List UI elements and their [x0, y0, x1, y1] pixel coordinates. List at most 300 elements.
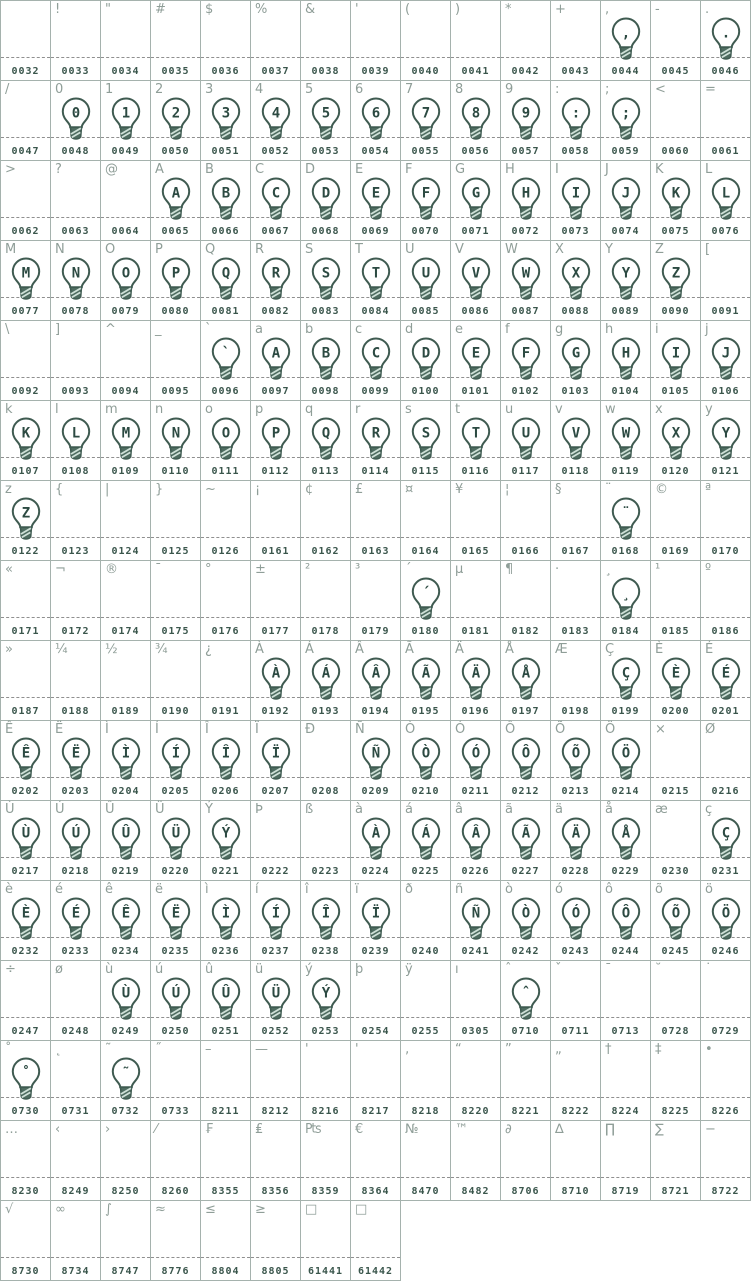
glyph-cell-0107 — [1, 401, 51, 481]
baseline-rule — [51, 1177, 100, 1178]
glyph-cell-8734 — [51, 1201, 101, 1281]
bulb-character: . — [721, 25, 730, 42]
bulb-character: V — [571, 425, 580, 442]
character-label: Â — [355, 642, 364, 657]
character-label: W — [505, 242, 518, 257]
character-label: ⁄ — [155, 1122, 158, 1137]
character-label: O — [105, 242, 116, 257]
glyph-row — [1, 641, 751, 721]
glyph-cell-0220 — [151, 801, 201, 881]
code-label: 0045 — [661, 66, 690, 77]
character-label: · — [555, 562, 560, 577]
code-label: 0242 — [511, 946, 540, 957]
code-label: 8250 — [111, 1186, 140, 1197]
glyph-cell-8221 — [501, 1041, 551, 1121]
lightbulb-icon — [608, 97, 644, 141]
glyph-cell-8776 — [151, 1201, 201, 1281]
lightbulb-icon — [208, 897, 244, 941]
character-label: \ — [5, 322, 10, 337]
bulb-character: Ã — [521, 825, 530, 842]
character-label: d — [405, 322, 414, 337]
lightbulb-icon — [258, 657, 294, 701]
glyph-cell-0086 — [451, 241, 501, 321]
baseline-rule — [651, 1177, 700, 1178]
glyph-cell-0176 — [201, 561, 251, 641]
bulb-character: Ç — [621, 665, 630, 682]
glyph-cell-8356 — [251, 1121, 301, 1201]
code-label: 0052 — [261, 146, 290, 157]
code-label: 0219 — [111, 866, 140, 877]
character-label: Ú — [55, 802, 65, 817]
code-label: 8249 — [61, 1186, 90, 1197]
character-label: / — [5, 82, 10, 97]
bulb-character: Í — [171, 745, 180, 762]
character-label: A — [155, 162, 164, 177]
lightbulb-icon — [208, 817, 244, 861]
glyph-cell-0044 — [601, 1, 651, 81]
glyph-cell-0115 — [401, 401, 451, 481]
glyph-cell-8722 — [701, 1121, 751, 1201]
code-label: 0071 — [461, 226, 490, 237]
glyph-cell-0209 — [351, 721, 401, 801]
glyph-cell-8212 — [251, 1041, 301, 1121]
code-label: 0190 — [161, 706, 190, 717]
baseline-rule — [101, 57, 150, 58]
baseline-rule — [151, 1177, 200, 1178]
character-label: º — [705, 562, 712, 577]
lightbulb-icon — [558, 817, 594, 861]
lightbulb-icon — [558, 417, 594, 461]
glyph-row — [1, 881, 751, 961]
character-label: h — [605, 322, 614, 337]
code-label: 0239 — [361, 946, 390, 957]
glyph-cell-0054 — [351, 81, 401, 161]
code-label: 0222 — [261, 866, 290, 877]
glyph-cell-0171 — [1, 561, 51, 641]
code-label: 0241 — [461, 946, 490, 957]
glyph-cell-0234 — [101, 881, 151, 961]
baseline-rule — [301, 57, 350, 58]
glyph-cell-0037 — [251, 1, 301, 81]
character-label: ± — [255, 562, 266, 577]
character-label: Ð — [305, 722, 316, 737]
glyph-cell-0248 — [51, 961, 101, 1041]
bulb-character: É — [71, 905, 80, 922]
character-label: ” — [505, 1042, 512, 1057]
character-label: ² — [305, 562, 311, 577]
lightbulb-icon — [608, 897, 644, 941]
code-label: 0231 — [711, 866, 740, 877]
glyph-cell-8470 — [401, 1121, 451, 1201]
glyph-cell-0118 — [551, 401, 601, 481]
glyph-cell-0161 — [251, 481, 301, 561]
glyph-row — [1, 561, 751, 641]
code-label: 0248 — [61, 1026, 90, 1037]
code-label: 0049 — [111, 146, 140, 157]
character-label: ‡ — [655, 1042, 662, 1057]
character-label: ¼ — [55, 642, 68, 657]
glyph-cell-0216 — [701, 721, 751, 801]
bulb-character: Ù — [121, 985, 130, 1002]
bulb-character: I — [571, 185, 580, 202]
glyph-cell-0092 — [1, 321, 51, 401]
character-label: 6 — [355, 82, 364, 97]
baseline-rule — [51, 1017, 100, 1018]
code-label: 0102 — [511, 386, 540, 397]
code-label: 0732 — [111, 1106, 140, 1117]
bulb-character: Î — [321, 905, 330, 922]
character-label: w — [605, 402, 616, 417]
code-label: 0099 — [361, 386, 390, 397]
character-label: r — [355, 402, 361, 417]
bulb-character: Ä — [571, 825, 580, 842]
baseline-rule — [501, 617, 550, 618]
glyph-cell-0033 — [51, 1, 101, 81]
lightbulb-icon — [508, 817, 544, 861]
bulb-character: Ö — [721, 905, 730, 922]
glyph-cell-0169 — [651, 481, 701, 561]
code-label: 0114 — [361, 466, 390, 477]
code-label: 0162 — [311, 546, 340, 557]
glyph-cell-0165 — [451, 481, 501, 561]
lightbulb-icon — [358, 737, 394, 781]
lightbulb-icon — [258, 897, 294, 941]
glyph-cell-0051 — [201, 81, 251, 161]
code-label: 0713 — [611, 1026, 640, 1037]
glyph-cell-0125 — [151, 481, 201, 561]
lightbulb-icon — [458, 737, 494, 781]
lightbulb-icon — [458, 257, 494, 301]
glyph-row — [1, 1041, 751, 1121]
baseline-rule — [51, 697, 100, 698]
character-label: " — [105, 2, 111, 17]
character-label: ¥ — [455, 482, 464, 497]
baseline-rule — [701, 537, 750, 538]
code-label: 0098 — [311, 386, 340, 397]
glyph-cell-8217 — [351, 1041, 401, 1121]
bulb-character: Ó — [471, 745, 480, 762]
lightbulb-icon — [408, 257, 444, 301]
glyph-cell-0222 — [251, 801, 301, 881]
glyph-cell-0206 — [201, 721, 251, 801]
lightbulb-icon — [708, 817, 744, 861]
glyph-cell-0247 — [1, 961, 51, 1041]
glyph-cell-0177 — [251, 561, 301, 641]
lightbulb-icon — [708, 417, 744, 461]
bulb-character: Á — [421, 825, 430, 842]
bulb-character: Î — [221, 745, 230, 762]
bulb-character: Ñ — [471, 905, 480, 922]
glyph-cell-0034 — [101, 1, 151, 81]
glyph-row — [1, 321, 751, 401]
glyph-cell-0066 — [201, 161, 251, 241]
bulb-character: H — [521, 185, 530, 202]
baseline-rule — [651, 137, 700, 138]
glyph-cell-0098 — [301, 321, 351, 401]
character-label: ú — [155, 962, 164, 977]
baseline-rule — [701, 617, 750, 618]
bulb-character: 7 — [421, 105, 430, 122]
code-label: 8730 — [11, 1266, 40, 1277]
code-label: 8706 — [511, 1186, 540, 1197]
bulb-character: : — [571, 105, 580, 122]
code-label: 0208 — [311, 786, 340, 797]
glyph-cell-8805 — [251, 1201, 301, 1281]
code-label: 0254 — [361, 1026, 390, 1037]
character-label: M — [5, 242, 17, 257]
code-label: 0251 — [211, 1026, 240, 1037]
glyph-cell-0203 — [51, 721, 101, 801]
bulb-character: ˚ — [21, 1065, 30, 1082]
code-label: 0218 — [61, 866, 90, 877]
character-label: ∑ — [655, 1122, 664, 1137]
glyph-cell-0728 — [651, 961, 701, 1041]
glyph-cell-0048 — [51, 81, 101, 161]
code-label: 0187 — [11, 706, 40, 717]
lightbulb-icon — [158, 737, 194, 781]
character-label: $ — [205, 2, 214, 17]
baseline-rule — [501, 1177, 550, 1178]
code-label: 0244 — [611, 946, 640, 957]
code-label: 0188 — [61, 706, 90, 717]
code-label: 0072 — [511, 226, 540, 237]
character-label: ∏ — [605, 1122, 615, 1137]
baseline-rule — [701, 1017, 750, 1018]
glyph-cell-0035 — [151, 1, 201, 81]
glyph-cell-0113 — [301, 401, 351, 481]
code-label: 8355 — [211, 1186, 240, 1197]
character-label: € — [355, 1122, 364, 1137]
lightbulb-icon — [358, 337, 394, 381]
code-label: 0105 — [661, 386, 690, 397]
code-label: 0252 — [261, 1026, 290, 1037]
baseline-rule — [301, 537, 350, 538]
glyph-cell-0218 — [51, 801, 101, 881]
lightbulb-icon — [658, 897, 694, 941]
code-label: 0038 — [311, 66, 340, 77]
character-label: D — [305, 162, 316, 177]
code-label: 8224 — [611, 1106, 640, 1117]
baseline-rule — [1, 57, 50, 58]
character-label: ¡ — [255, 482, 261, 497]
code-label: 0082 — [261, 306, 290, 317]
glyph-cell-0252 — [251, 961, 301, 1041]
character-label: = — [705, 82, 716, 97]
bulb-character: F — [421, 185, 430, 202]
character-label: - — [655, 2, 660, 17]
glyph-cell-0180 — [401, 561, 451, 641]
baseline-rule — [1, 1017, 50, 1018]
glyph-cell-0175 — [151, 561, 201, 641]
code-label: 0206 — [211, 786, 240, 797]
character-label: Ê — [5, 722, 14, 737]
glyph-cell-0227 — [501, 801, 551, 881]
baseline-rule — [351, 537, 400, 538]
glyph-cell-0062 — [1, 161, 51, 241]
character-label: ˘ — [655, 962, 662, 977]
glyph-cell-0172 — [51, 561, 101, 641]
bulb-character: Å — [521, 665, 530, 682]
baseline-rule — [701, 1097, 750, 1098]
character-label: Ó — [455, 722, 466, 737]
character-label: È — [655, 642, 664, 657]
baseline-rule — [551, 537, 600, 538]
glyph-cell-8804 — [201, 1201, 251, 1281]
bulb-character: R — [271, 265, 280, 282]
glyph-cell-0111 — [201, 401, 251, 481]
character-label: è — [5, 882, 13, 897]
code-label: 61441 — [307, 1266, 344, 1277]
bulb-character: O — [221, 425, 230, 442]
lightbulb-icon — [8, 497, 44, 541]
bulb-character: S — [421, 425, 430, 442]
code-label: 0057 — [511, 146, 540, 157]
code-label: 0237 — [261, 946, 290, 957]
lightbulb-icon — [708, 17, 744, 61]
character-label: å — [605, 802, 613, 817]
glyph-row — [1, 1, 751, 81]
glyph-cell-0042 — [501, 1, 551, 81]
baseline-rule — [551, 1097, 600, 1098]
lightbulb-icon — [308, 97, 344, 141]
code-label: 8482 — [461, 1186, 490, 1197]
baseline-rule — [151, 57, 200, 58]
character-label: L — [705, 162, 713, 177]
glyph-cell-0121 — [701, 401, 751, 481]
code-label: 0070 — [411, 226, 440, 237]
code-label: 0209 — [361, 786, 390, 797]
bulb-character: C — [271, 185, 280, 202]
character-label: ` — [205, 322, 212, 337]
glyph-cell-0168 — [601, 481, 651, 561]
glyph-cell-0188 — [51, 641, 101, 721]
glyph-cell-8250 — [101, 1121, 151, 1201]
lightbulb-icon — [708, 337, 744, 381]
character-label: 8 — [455, 82, 464, 97]
character-label: î — [305, 882, 309, 897]
lightbulb-icon — [158, 417, 194, 461]
character-label: ˝ — [155, 1042, 162, 1057]
bulb-character: L — [721, 185, 730, 202]
code-label: 0235 — [161, 946, 190, 957]
baseline-rule — [701, 777, 750, 778]
glyph-cell-0711 — [551, 961, 601, 1041]
glyph-cell-0223 — [301, 801, 351, 881]
character-label: þ — [355, 962, 364, 977]
bulb-character: K — [21, 425, 30, 442]
baseline-rule — [651, 1017, 700, 1018]
code-label: 0215 — [661, 786, 690, 797]
code-label: 0205 — [161, 786, 190, 797]
baseline-rule — [151, 537, 200, 538]
character-label: § — [555, 482, 562, 497]
code-label: 0044 — [611, 66, 640, 77]
bulb-character: J — [721, 345, 730, 362]
glyph-row — [1, 401, 751, 481]
bulb-character: 0 — [71, 105, 80, 122]
character-label: ö — [705, 882, 713, 897]
character-label: f — [505, 322, 510, 337]
code-label: 0062 — [11, 226, 40, 237]
code-label: 8804 — [211, 1266, 240, 1277]
glyph-cell-0198 — [551, 641, 601, 721]
character-label: ˛ — [55, 1042, 62, 1057]
glyph-cell-0047 — [1, 81, 51, 161]
code-label: 0067 — [261, 226, 290, 237]
baseline-rule — [51, 1257, 100, 1258]
code-label: 0199 — [611, 706, 640, 717]
glyph-cell-0241 — [451, 881, 501, 961]
code-label: 0247 — [11, 1026, 40, 1037]
glyph-cell-0202 — [1, 721, 51, 801]
character-label: I — [555, 162, 559, 177]
glyph-row — [1, 1201, 751, 1281]
code-label: 0170 — [711, 546, 740, 557]
glyph-cell-0174 — [101, 561, 151, 641]
code-label: 0084 — [361, 306, 390, 317]
glyph-cell-0305 — [451, 961, 501, 1041]
baseline-rule — [701, 297, 750, 298]
baseline-rule — [551, 1177, 600, 1178]
code-label: 0233 — [61, 946, 90, 957]
baseline-rule — [501, 537, 550, 538]
glyph-cell-0084 — [351, 241, 401, 321]
code-label: 0095 — [161, 386, 190, 397]
glyph-cell-0163 — [351, 481, 401, 561]
code-label: 0164 — [411, 546, 440, 557]
glyph-cell-0050 — [151, 81, 201, 161]
lightbulb-icon — [508, 657, 544, 701]
character-label: ) — [455, 2, 461, 17]
bulb-character: ˜ — [121, 1065, 130, 1082]
character-label: ù — [105, 962, 114, 977]
glyph-cell-0108 — [51, 401, 101, 481]
character-label: ? — [55, 162, 62, 177]
code-label: 0068 — [311, 226, 340, 237]
bulb-character: , — [621, 25, 630, 42]
code-label: 8734 — [61, 1266, 90, 1277]
code-label: 0214 — [611, 786, 640, 797]
glyph-cell-0096 — [201, 321, 251, 401]
baseline-rule — [451, 1017, 500, 1018]
character-label: ! — [55, 2, 61, 17]
character-label: à — [355, 802, 363, 817]
glyph-cell-0090 — [651, 241, 701, 321]
glyph-cell-0181 — [451, 561, 501, 641]
lightbulb-icon — [308, 177, 344, 221]
character-label: ß — [305, 802, 314, 817]
code-label: 0167 — [561, 546, 590, 557]
bulb-character: W — [521, 265, 530, 282]
glyph-cell-0063 — [51, 161, 101, 241]
lightbulb-icon — [358, 657, 394, 701]
bulb-character: 1 — [121, 105, 130, 122]
baseline-rule — [551, 617, 600, 618]
bulb-character: M — [21, 265, 30, 282]
character-label: T — [355, 242, 363, 257]
lightbulb-icon — [108, 977, 144, 1021]
code-label: 0042 — [511, 66, 540, 77]
glyph-cell-0255 — [401, 961, 451, 1041]
character-label: „ — [555, 1042, 562, 1057]
character-label: j — [705, 322, 709, 337]
bulb-character: Ý — [321, 985, 330, 1002]
glyph-cell-0117 — [501, 401, 551, 481]
baseline-rule — [1, 697, 50, 698]
character-label: ' — [305, 1042, 309, 1057]
glyph-cell-0095 — [151, 321, 201, 401]
character-label: a — [255, 322, 263, 337]
